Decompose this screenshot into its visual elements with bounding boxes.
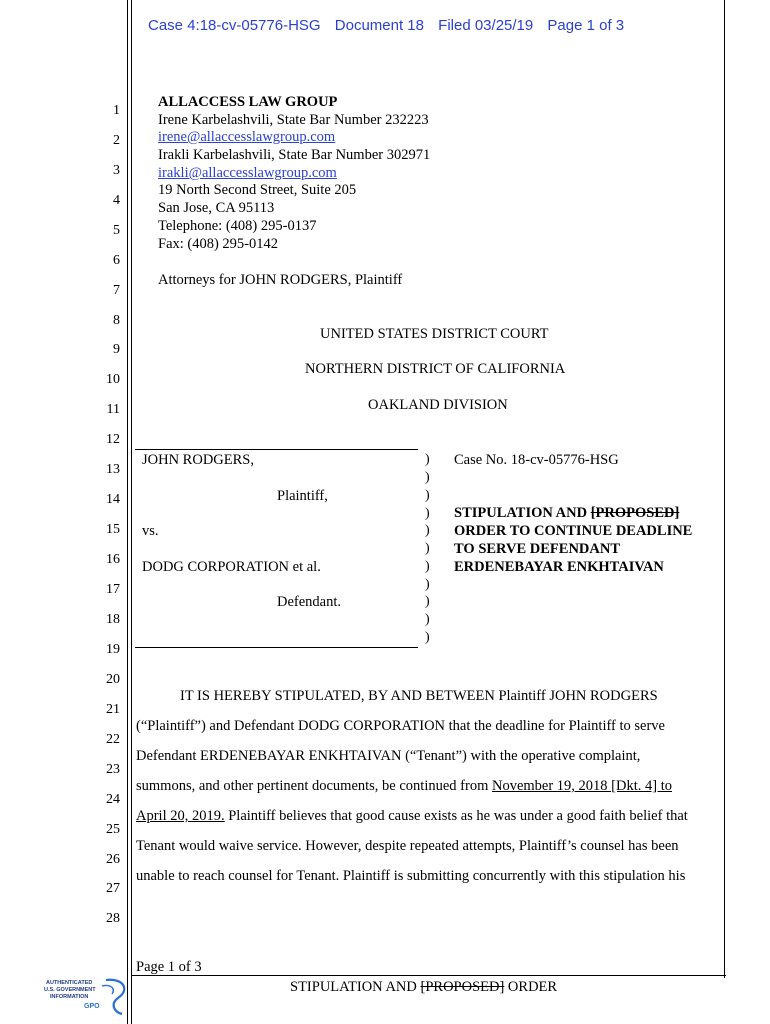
header-document-number: Document 18: [334, 17, 424, 34]
defendant-name: DODG CORPORATION et al.: [142, 559, 321, 575]
attorney-1: Irene Karbelashvili, State Bar Number 232223: [158, 112, 429, 128]
caption-paren: ): [425, 559, 430, 574]
line-number: 12: [106, 432, 120, 447]
line-number: 8: [113, 313, 120, 328]
gpo-authentication-logo: [44, 976, 128, 1016]
caption-paren: ): [425, 452, 430, 467]
line-number: 17: [106, 582, 120, 597]
body-line: (“Plaintiff”) and Defendant DODG CORPORATION that the deadline for Plaintiff to serve: [136, 718, 665, 734]
footer-page-number: Page 1 of 3: [136, 959, 202, 975]
attorney-2-email-link[interactable]: irakli@allaccesslawgroup.com: [158, 165, 337, 181]
gpo-logo-line: INFORMATION: [50, 994, 89, 1000]
filing-header: [148, 17, 634, 34]
line-number: 5: [113, 223, 120, 238]
body-line: [136, 808, 688, 825]
document-title-line-3: TO SERVE DEFENDANT: [454, 541, 621, 557]
line-number: 19: [106, 642, 120, 657]
line-number: 7: [113, 283, 120, 298]
caption-bottom-rule: [135, 647, 418, 648]
document-title-line-4: ERDENEBAYAR ENKHTAIVAN: [454, 559, 664, 575]
line-number: 25: [106, 822, 120, 837]
gpo-logo-line: U.S. GOVERNMENT: [44, 987, 96, 993]
line-number: 23: [106, 762, 120, 777]
line-number: 20: [106, 672, 120, 687]
case-number: Case No. 18-cv-05776-HSG: [454, 452, 619, 468]
right-margin-rule: [724, 0, 725, 978]
firm-name: ALLACCESS LAW GROUP: [158, 94, 338, 110]
attorney-2: Irakli Karbelashvili, State Bar Number 302971: [158, 147, 431, 163]
court-district: NORTHERN DISTRICT OF CALIFORNIA: [305, 361, 566, 377]
body-line: IT IS HEREBY STIPULATED, BY AND BETWEEN Plaintiff JOHN RODGERS: [180, 688, 658, 704]
court-name: UNITED STATES DISTRICT COURT: [320, 326, 549, 342]
caption-paren: ): [425, 541, 430, 556]
city-address: San Jose, CA 95113: [158, 200, 275, 216]
line-number: 9: [113, 342, 120, 357]
gpo-logo-mark: GPO: [84, 1003, 100, 1010]
caption-paren: ): [425, 577, 430, 592]
footer-rule: [131, 975, 726, 976]
line-number: 26: [106, 852, 120, 867]
line-number: 21: [106, 702, 120, 717]
line-number: 18: [106, 612, 120, 627]
court-division: OAKLAND DIVISION: [368, 397, 508, 413]
telephone: Telephone: (408) 295-0137: [158, 218, 317, 234]
line-number: 3: [113, 163, 120, 178]
caption-paren: ): [425, 594, 430, 609]
footer-proposed-strike: [PROPOSED]: [420, 979, 505, 995]
attorneys-for: Attorneys for JOHN RODGERS, Plaintiff: [158, 272, 403, 288]
header-filed-date: Filed 03/25/19: [438, 17, 534, 34]
left-margin-rule-inner: [131, 0, 132, 1024]
document-title-line-2: ORDER TO CONTINUE DEADLINE: [454, 523, 693, 539]
line-number: 27: [106, 881, 120, 896]
title-text: STIPULATION AND: [454, 505, 591, 521]
caption-paren: ): [425, 488, 430, 503]
line-number: 16: [106, 552, 120, 567]
body-line: Tenant would waive service. However, despite repeated attempts, Plaintiff’s counsel has been: [136, 838, 679, 854]
body-line: [136, 778, 672, 795]
plaintiff-name: JOHN RODGERS,: [142, 452, 254, 468]
caption-paren: ): [425, 612, 430, 627]
line-number: 13: [106, 462, 120, 477]
line-number: 11: [106, 402, 120, 417]
body-line: unable to reach counsel for Tenant. Plaintiff is submitting concurrently with this stipulation his: [136, 868, 686, 884]
body-text: summons, and other pertinent documents, be continued from: [136, 778, 492, 794]
header-case-number: Case 4:18-cv-05776-HSG: [148, 17, 321, 34]
body-line: Defendant ERDENEBAYAR ENKHTAIVAN (“Tenant”) with the operative complaint,: [136, 748, 641, 764]
header-page: Page 1 of 3: [547, 17, 625, 34]
line-number: 2: [113, 133, 120, 148]
caption-paren: ): [425, 470, 430, 485]
gpo-logo-line: AUTHENTICATED: [46, 980, 93, 986]
footer-title-text: ORDER: [504, 979, 558, 995]
line-number: 4: [113, 193, 120, 208]
caption-paren: ): [425, 506, 430, 521]
line-number: 10: [106, 372, 120, 387]
attorney-1-email-link[interactable]: irene@allaccesslawgroup.com: [158, 129, 336, 145]
left-margin-rule-outer: [127, 0, 128, 1024]
eagle-wing-icon: [102, 985, 113, 994]
document-title-line-1: [454, 505, 679, 522]
caption-top-rule: [135, 449, 418, 450]
footer-title: [290, 979, 557, 996]
line-number: 14: [106, 492, 120, 507]
defendant-role: Defendant.: [277, 594, 342, 610]
eagle-icon: [106, 980, 124, 1014]
line-number: 15: [106, 522, 120, 537]
original-deadline: November 19, 2018 [Dkt. 4] to: [491, 778, 672, 794]
body-text: Plaintiff believes that good cause exists as he was under a good faith belief that: [224, 808, 688, 824]
gpo-logo-graphic: [44, 976, 128, 1016]
line-number: 1: [113, 103, 120, 118]
footer-title-text: STIPULATION AND: [290, 979, 421, 995]
versus: vs.: [142, 523, 159, 539]
plaintiff-role: Plaintiff,: [277, 488, 328, 504]
fax: Fax: (408) 295-0142: [158, 236, 279, 252]
caption-paren: ): [425, 523, 430, 538]
line-number: 6: [113, 253, 120, 268]
caption-paren: ): [425, 630, 430, 645]
line-number: 28: [106, 911, 120, 926]
line-number: 24: [106, 792, 120, 807]
street-address: 19 North Second Street, Suite 205: [158, 182, 357, 198]
new-deadline: April 20, 2019.: [136, 808, 225, 824]
line-number: 22: [106, 732, 120, 747]
proposed-strike: [PROPOSED]: [590, 505, 680, 521]
